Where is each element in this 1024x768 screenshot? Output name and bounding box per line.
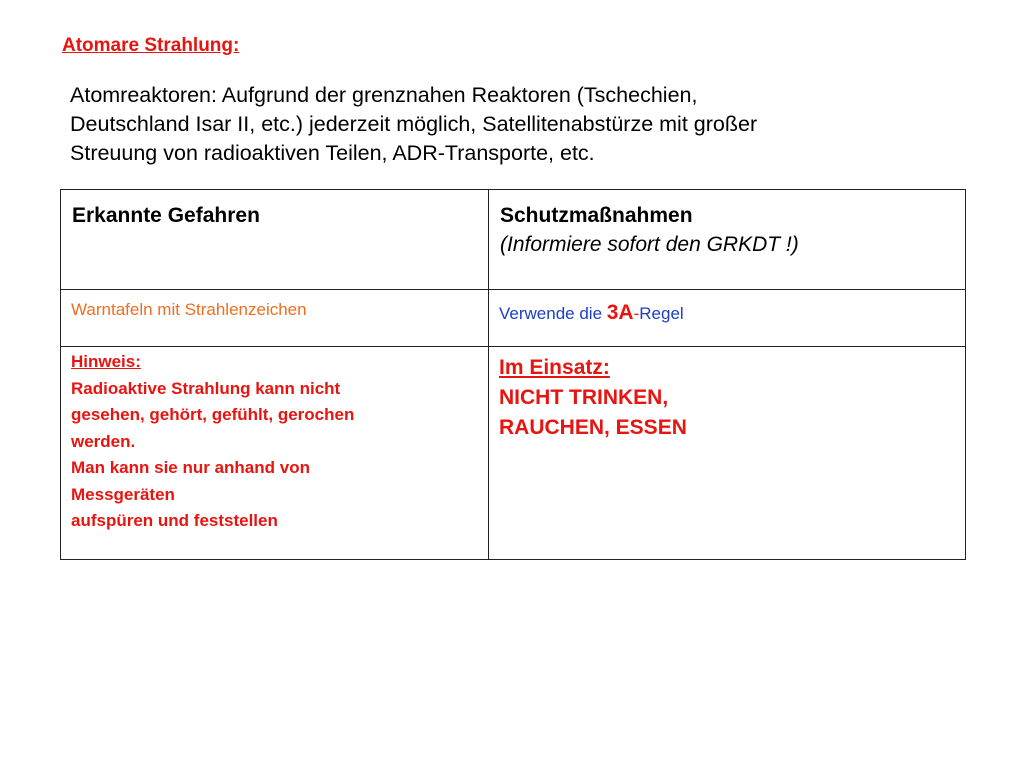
rule-suffix: Regel xyxy=(639,304,684,323)
note-line: gesehen, gehört, gefühlt, gerochen xyxy=(71,405,355,424)
intro-paragraph xyxy=(70,81,930,168)
note-cell xyxy=(61,347,489,560)
note-line: Man kann sie nur anhand von xyxy=(71,458,310,477)
deployment-cell xyxy=(489,347,966,560)
header-measures-label: Schutzmaßnahmen xyxy=(500,204,693,227)
table-header-row xyxy=(61,190,966,290)
hazard-table xyxy=(60,189,966,560)
rule-highlight: 3A xyxy=(606,301,634,324)
table-row xyxy=(61,290,966,347)
intro-line: Atomreaktoren: Aufgrund der grenznahen Reaktoren (Tschechien, xyxy=(70,83,698,107)
intro-line: Streuung von radioaktiven Teilen, ADR-Transporte, etc. xyxy=(70,141,595,165)
rule-prefix: Verwende die xyxy=(499,304,607,323)
warning-signs-text: Warntafeln mit Strahlenzeichen xyxy=(71,300,307,319)
note-line: werden. xyxy=(71,431,136,451)
page-title: Atomare Strahlung: xyxy=(62,35,240,56)
deployment-line: RAUCHEN, ESSEN xyxy=(499,416,687,439)
deployment-line: NICHT TRINKEN, xyxy=(499,386,669,409)
table-row xyxy=(61,347,966,560)
header-hazards-label: Erkannte Gefahren xyxy=(72,204,260,227)
warning-signs-cell xyxy=(61,290,489,347)
deployment-heading: Im Einsatz: xyxy=(499,356,610,379)
intro-line: Deutschland Isar II, etc.) jederzeit möglich, Satellitenabstürze mit großer xyxy=(70,112,758,136)
header-cell-hazards xyxy=(61,190,489,290)
note-line: aufspüren und feststellen xyxy=(71,511,278,530)
rule-text xyxy=(489,290,965,325)
rule-dash: - xyxy=(633,304,640,323)
header-cell-measures xyxy=(489,190,966,290)
header-measures-subtitle: (Informiere sofort den GRKDT !) xyxy=(500,233,799,256)
rule-cell xyxy=(489,290,966,347)
note-line: Radioaktive Strahlung kann nicht xyxy=(71,378,341,398)
note-line: Messgeräten xyxy=(71,484,175,504)
note-heading: Hinweis: xyxy=(71,352,141,371)
